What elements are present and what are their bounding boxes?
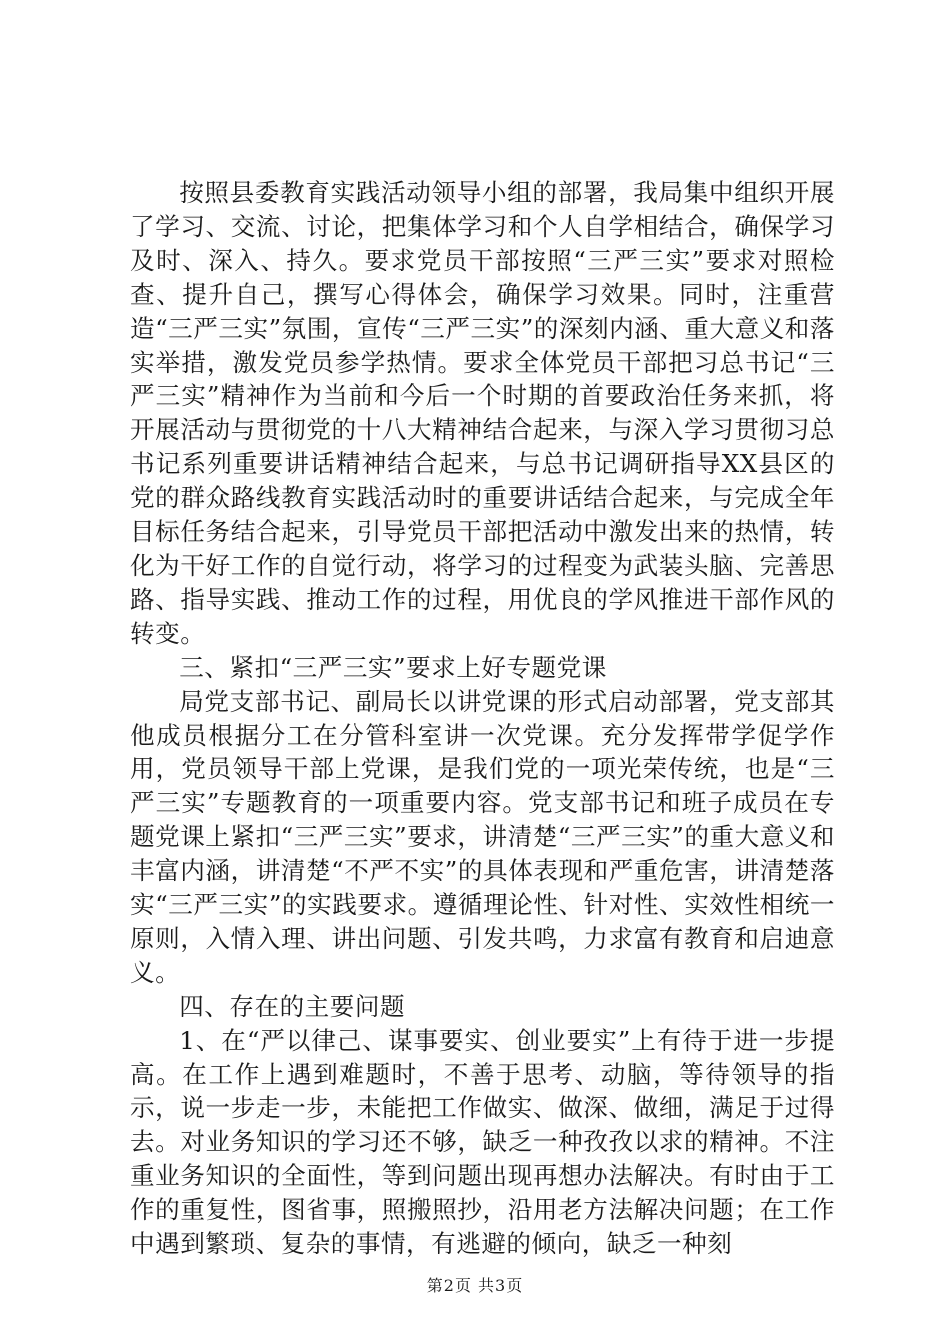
section-heading-main-problems: 四、存在的主要问题: [179, 991, 406, 1021]
paragraph-study-deployment: 按照县委教育实践活动领导小组的部署，我局集中组织开展了学习、交流、讨论，把集体学习和个人自学相结合，确保学习及时、深入、持久。要求党员干部按照“三严三实”要求对照检查、提升自己，撰写心得体会，确保学习效果。同时，注重营造“三严三实”氛围，宣传“三严三实”的深刻内涵、重大意义和落实举措，激发党员参学热情。要求全体党员干部把习总书记“三严三实”精神作为当前和今后一个时期的首要政治任务来抓，将开展活动与贯彻党的十八大精神结合起来，与深入学习贯彻习总书记系列重要讲话精神结合起来，与总书记调研指导XX县区的党的群众路线教育实践活动时的重要讲话结合起来，与完成全年目标任务结合起来，引导党员干部把活动中激发出来的热情，转化为干好工作的自觉行动，将学习的过程变为武装头脑、完善思路、指导实践、推动工作的过程，用优良的学风推进干部作风的转变。: [130, 178, 835, 648]
paragraph-party-lecture: 局党支部书记、副局长以讲党课的形式启动部署，党支部其他成员根据分工在分管科室讲一次党课。充分发挥带学促学作用，党员领导干部上党课，是我们党的一项光荣传统，也是“三严三实”专题教育的一项重要内容。党支部书记和班子成员在专题党课上紧扣“三严三实”要求，讲清楚“三严三实”的重大意义和丰富内涵，讲清楚“不严不实”的具体表现和严重危害，讲清楚落实“三严三实”的实践要求。遵循理论性、针对性、实效性相统一原则，入情入理、讲出问题、引发共鸣，力求富有教育和启迪意义。: [130, 686, 835, 987]
paragraph-problem-1: 1、在“严以律己、谋事要实、创业要实”上有待于进一步提高。在工作上遇到难题时，不善于思考、动脑，等待领导的指示，说一步走一步，未能把工作做实、做深、做细，满足于过得去。对业务知识的学习还不够，缺乏一种孜孜以求的精神。不注重业务知识的全面性，等到问题出现再想办法解决。有时由于工作的重复性，图省事，照搬照抄，沿用老方法解决问题；在工作中遇到繁琐、复杂的事情，有逃避的倾向，缺乏一种刻: [130, 1025, 835, 1259]
section-heading-party-lecture: 三、紧扣“三严三实”要求上好专题党课: [179, 652, 607, 682]
page-footer: 第2页 共3页: [426, 1276, 524, 1295]
document-body: [130, 176, 835, 1261]
